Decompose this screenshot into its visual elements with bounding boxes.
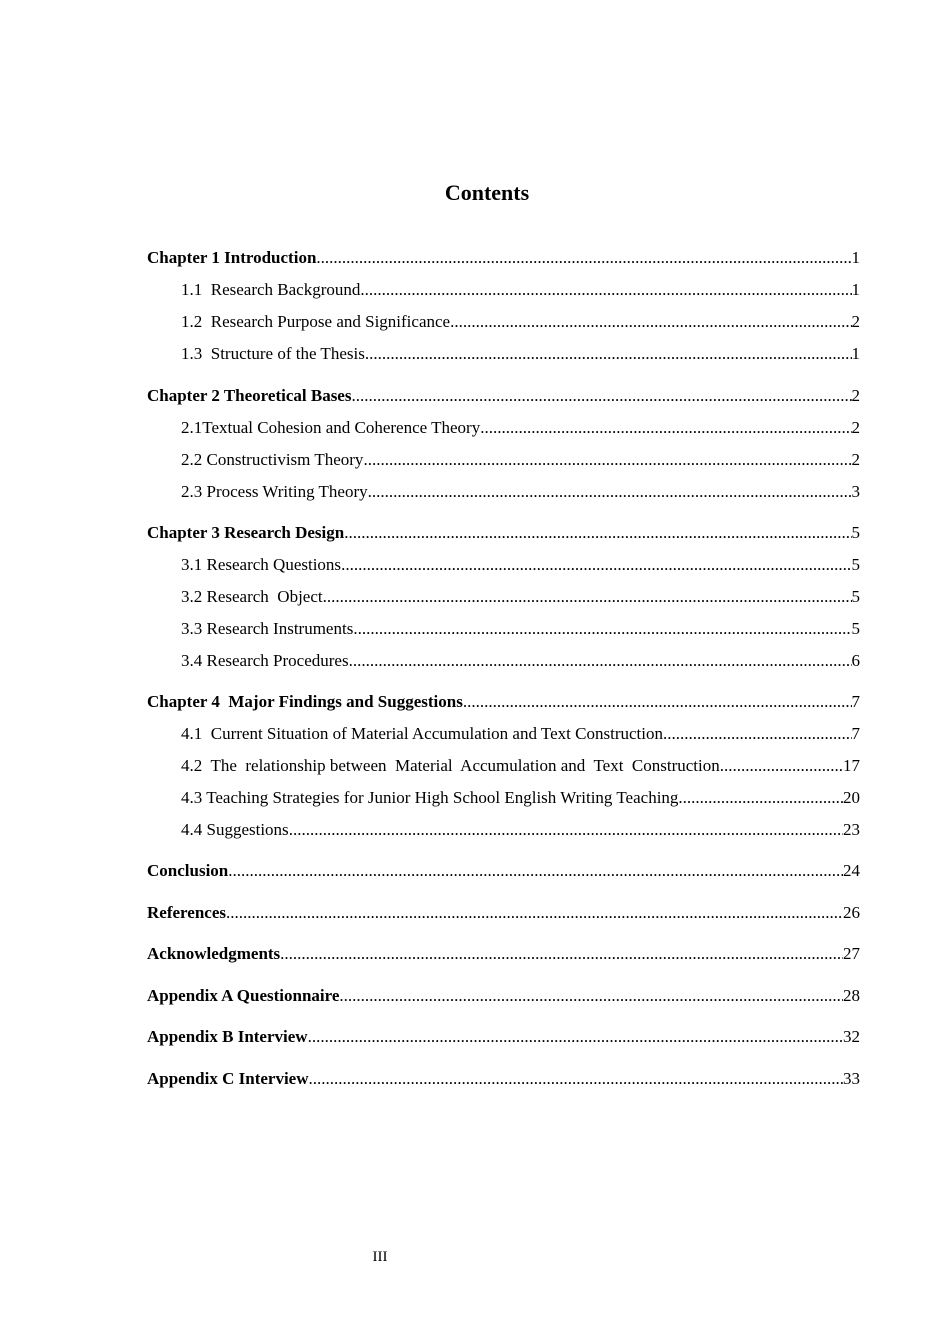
toc-dot-leader — [463, 691, 852, 713]
toc-entry-page: 24 — [843, 861, 860, 880]
toc-entry-label: 2.1Textual Cohesion and Coherence Theory — [181, 418, 481, 437]
toc-entry-page: 23 — [843, 820, 860, 839]
toc-dot-leader — [341, 554, 851, 576]
toc-entry-page: 2 — [851, 386, 860, 405]
page-title: Contents — [444, 180, 530, 205]
toc-entry-2-2[interactable] — [181, 449, 860, 471]
toc-dot-leader — [480, 417, 851, 439]
toc-entry-label: 4.1 Current Situation of Material Accumulation and Text Construction — [181, 724, 663, 743]
toc-entry-label: References — [147, 903, 226, 922]
toc-entry-page: 5 — [851, 555, 860, 574]
toc-dot-leader — [309, 1068, 843, 1090]
toc-entry-4-2[interactable] — [181, 755, 860, 777]
toc-entry-appendix-b[interactable] — [147, 1026, 860, 1048]
toc-entry-page: 6 — [851, 651, 860, 670]
toc-entry-label: 3.1 Research Questions — [181, 555, 342, 574]
toc-entry-label: 3.4 Research Procedures — [181, 651, 349, 670]
toc-entry-label: 1.2 Research Purpose and Significance — [181, 312, 451, 331]
toc-dot-leader — [351, 385, 851, 407]
toc-entry-3-3[interactable] — [181, 618, 860, 640]
toc-entry-1-2[interactable] — [181, 311, 860, 333]
toc-entry-label: 4.2 The relationship between Material Accumulation and Text Construction — [181, 756, 720, 775]
toc-dot-leader — [349, 650, 852, 672]
toc-dot-leader — [678, 787, 843, 809]
toc-entry-2-1[interactable] — [181, 417, 860, 439]
toc-entry-label: 3.2 Research Object — [181, 587, 323, 606]
toc-entry-label: 2.2 Constructivism Theory — [181, 450, 364, 469]
toc-entry-4-3[interactable] — [181, 787, 860, 809]
toc-dot-leader — [353, 618, 851, 640]
toc-entry-label: Chapter 2 Theoretical Bases — [147, 386, 352, 405]
toc-dot-leader — [289, 819, 843, 841]
toc-dot-leader — [360, 279, 851, 301]
toc-entry-1-1[interactable] — [181, 279, 860, 301]
toc-entry-page: 2 — [851, 450, 860, 469]
toc-dot-leader — [316, 247, 851, 269]
toc-entry-page: 5 — [851, 587, 860, 606]
toc-dot-leader — [323, 586, 852, 608]
toc-entry-page: 27 — [843, 944, 860, 963]
toc-entry-page: 17 — [843, 756, 860, 775]
toc-entry-page: 1 — [851, 280, 860, 299]
toc-entry-page: 33 — [843, 1069, 860, 1088]
toc-dot-leader — [344, 522, 851, 544]
toc-entry-chapter-3[interactable] — [147, 522, 860, 544]
toc-entry-page: 28 — [843, 986, 860, 1005]
toc-entry-page: 5 — [851, 619, 860, 638]
toc-entry-label: Chapter 3 Research Design — [147, 523, 345, 542]
toc-entry-page: 2 — [851, 418, 860, 437]
toc-dot-leader — [450, 311, 851, 333]
toc-entry-label: Acknowledgments — [147, 944, 281, 963]
toc-entry-appendix-c[interactable] — [147, 1068, 860, 1090]
toc-dot-leader — [720, 755, 843, 777]
toc-dot-leader — [365, 343, 852, 365]
toc-dot-leader — [308, 1026, 843, 1048]
toc-dot-leader — [339, 985, 843, 1007]
toc-entry-conclusion[interactable] — [147, 860, 860, 882]
toc-entry-label: Appendix C Interview — [147, 1069, 309, 1088]
toc-entry-page: 7 — [851, 692, 860, 711]
toc-entry-page: 1 — [851, 344, 860, 363]
toc-entry-2-3[interactable] — [181, 481, 860, 503]
toc-entry-chapter-4[interactable] — [147, 691, 860, 713]
toc-entry-3-4[interactable] — [181, 650, 860, 672]
toc-entry-page: 3 — [851, 482, 860, 501]
toc-entry-chapter-1[interactable] — [147, 247, 860, 269]
toc-entry-page: 32 — [843, 1027, 860, 1046]
toc-entry-page: 20 — [843, 788, 860, 807]
toc-entry-label: 4.4 Suggestions — [181, 820, 289, 839]
page-number: III — [372, 1249, 388, 1265]
toc-dot-leader — [368, 481, 852, 503]
toc-entry-appendix-a[interactable] — [147, 985, 860, 1007]
toc-entry-page: 5 — [851, 523, 860, 542]
toc-dot-leader — [280, 943, 843, 965]
toc-entry-1-3[interactable] — [181, 343, 860, 365]
toc-entry-label: 3.3 Research Instruments — [181, 619, 354, 638]
toc-entry-acknowledgments[interactable] — [147, 943, 860, 965]
toc-entry-page: 26 — [843, 903, 860, 922]
toc-entry-label: 1.3 Structure of the Thesis — [181, 344, 365, 363]
toc-entry-3-1[interactable] — [181, 554, 860, 576]
toc-dot-leader — [663, 723, 852, 745]
toc-entry-page: 1 — [851, 248, 860, 267]
toc-entry-label: Appendix A Questionnaire — [147, 986, 340, 1005]
toc-entry-label: Chapter 4 Major Findings and Suggestions — [147, 692, 463, 711]
toc-entry-3-2[interactable] — [181, 586, 860, 608]
toc-entry-label: Chapter 1 Introduction — [147, 248, 317, 267]
toc-entry-label: Appendix B Interview — [147, 1027, 308, 1046]
toc-entry-label: 1.1 Research Background — [181, 280, 361, 299]
toc-entry-page: 7 — [851, 724, 860, 743]
toc-entry-page: 2 — [851, 312, 860, 331]
toc-entry-label: 4.3 Teaching Strategies for Junior High School English Writing Teaching — [181, 788, 679, 807]
toc-dot-leader — [363, 449, 851, 471]
toc-entry-references[interactable] — [147, 902, 860, 924]
toc-entry-4-4[interactable] — [181, 819, 860, 841]
toc-entry-label: 2.3 Process Writing Theory — [181, 482, 368, 501]
toc-entry-4-1[interactable] — [181, 723, 860, 745]
toc-entry-chapter-2[interactable] — [147, 385, 860, 407]
toc-dot-leader — [226, 902, 843, 924]
toc-entry-label: Conclusion — [147, 861, 229, 880]
toc-dot-leader — [228, 860, 843, 882]
